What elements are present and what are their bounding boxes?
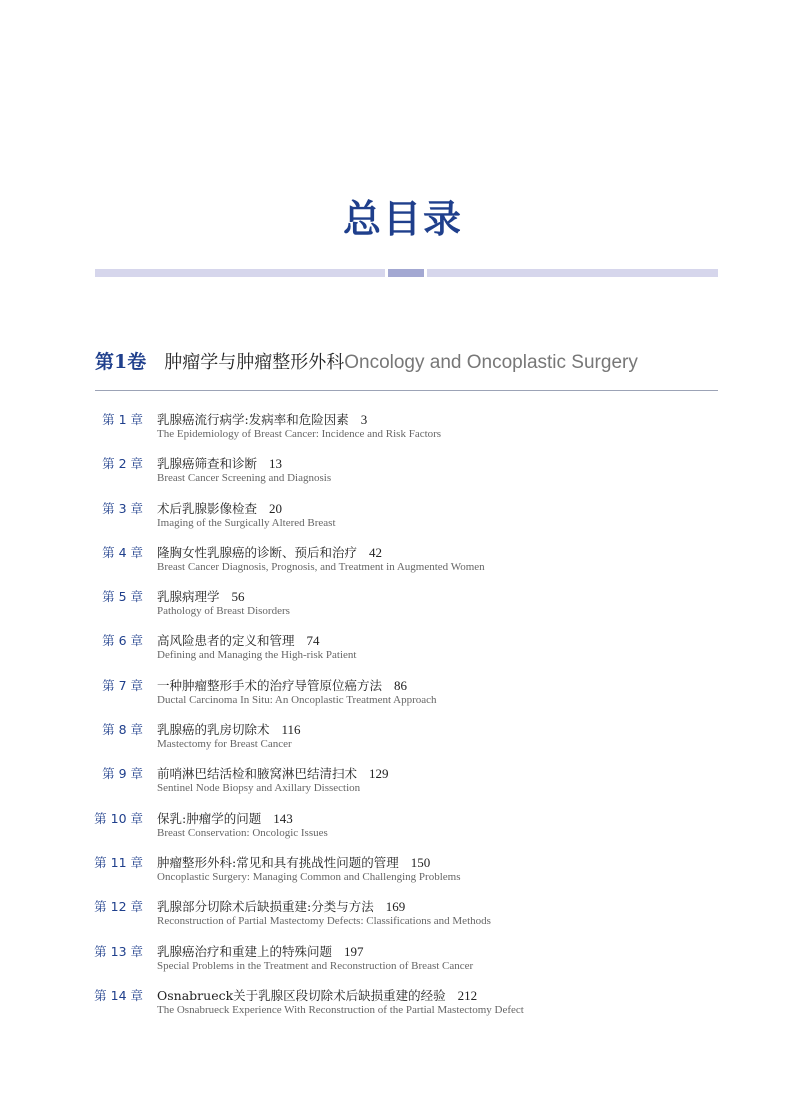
title-bar-center (388, 269, 424, 277)
chapter-title-en: Reconstruction of Partial Mastectomy Defects: Classifications and Methods (157, 915, 491, 928)
chapter-title-cn (157, 853, 430, 871)
chapter-title-cn-text: 前哨淋巴结活检和腋窝淋巴结清扫术 (157, 766, 358, 782)
chapter-title-cn (157, 543, 382, 561)
chapter-title-en: The Epidemiology of Breast Cancer: Incidence and Risk Factors (157, 428, 442, 440)
chapter-title-cn (157, 631, 320, 649)
volume-divider (95, 390, 718, 391)
chapter-number: 第 8 章 (102, 722, 143, 738)
chapter-page-number: 13 (269, 456, 283, 472)
chapter-number: 第 4 章 (102, 544, 143, 560)
chapter-title-en: Breast Cancer Diagnosis, Prognosis, and Treatment in Augmented Women (157, 560, 485, 573)
toc-entry[interactable] (0, 809, 806, 853)
chapter-title-en: The Osnabrueck Experience With Reconstruction of the Partial Mastectomy Defect (157, 1003, 524, 1016)
chapter-number: 第 6 章 (102, 633, 143, 649)
chapter-title-cn-text: 保乳:肿瘤学的问题 (157, 810, 262, 826)
chapter-title-cn-text: 乳腺癌治疗和重建上的特殊问题 (157, 943, 333, 959)
chapter-title-cn-text: 肿瘤整形外科:常见和具有挑战性问题的管理 (157, 854, 399, 870)
chapter-title-cn-text: 隆胸女性乳腺癌的诊断、预后和治疗 (157, 544, 358, 560)
chapter-title-cn (157, 676, 407, 694)
toc-list (0, 410, 806, 1030)
chapter-title-cn (157, 720, 301, 738)
chapter-page-number: 86 (394, 677, 408, 693)
chapter-title-cn (157, 764, 389, 782)
chapter-number: 第 11 章 (94, 854, 143, 870)
chapter-title-cn (157, 897, 405, 915)
chapter-number: 第 10 章 (94, 810, 143, 826)
chapter-page-number: 169 (385, 899, 406, 915)
volume-title-cn: 肿瘤学与肿瘤整形外科 (164, 352, 345, 373)
toc-entry[interactable] (0, 853, 806, 897)
volume-label: 第1卷 (95, 351, 147, 373)
chapter-title-cn (157, 942, 364, 960)
chapter-page-number: 74 (306, 633, 320, 649)
chapter-title-cn (157, 587, 245, 605)
toc-entry[interactable] (0, 676, 806, 720)
chapter-page-number: 212 (457, 987, 478, 1003)
chapter-number: 第 13 章 (94, 943, 143, 959)
chapter-title-cn-text: Osnabrueck关于乳腺区段切除术后缺损重建的经验 (157, 987, 446, 1003)
chapter-page-number: 143 (273, 810, 293, 826)
chapter-title-cn-text: 乳腺病理学 (157, 589, 220, 605)
chapter-title-en: Pathology of Breast Disorders (157, 605, 290, 618)
toc-entry[interactable] (0, 764, 806, 808)
page-title: 总目录 (342, 196, 463, 241)
chapter-page-number: 3 (360, 412, 368, 427)
chapter-number: 第 5 章 (102, 589, 143, 605)
toc-entry[interactable] (0, 499, 806, 543)
chapter-title-cn (157, 809, 293, 827)
chapter-page-number: 116 (281, 722, 301, 738)
chapter-title-cn (157, 499, 282, 517)
chapter-title-cn-text: 乳腺癌的乳房切除术 (157, 722, 270, 738)
toc-entry[interactable] (0, 454, 806, 498)
chapter-title-cn (157, 410, 367, 428)
chapter-title-en: Breast Conservation: Oncologic Issues (157, 826, 328, 839)
chapter-title-en: Oncoplastic Surgery: Managing Common and Challenging Problems (157, 870, 461, 883)
chapter-number: 第 2 章 (102, 456, 143, 472)
chapter-title-cn-text: 乳腺癌筛查和诊断 (157, 456, 258, 472)
toc-entry[interactable] (0, 543, 806, 587)
chapter-page-number: 42 (369, 544, 383, 560)
chapter-title-en: Breast Cancer Screening and Diagnosis (157, 472, 332, 485)
chapter-number: 第 9 章 (102, 766, 143, 782)
chapter-page-number: 56 (231, 589, 245, 605)
title-bar-right (427, 269, 718, 277)
chapter-title-cn (157, 454, 282, 472)
chapter-page-number: 150 (410, 854, 431, 870)
toc-entry[interactable] (0, 720, 806, 764)
chapter-title-en: Special Problems in the Treatment and Reconstruction of Breast Cancer (157, 959, 474, 972)
chapter-title-cn (157, 986, 477, 1004)
toc-entry[interactable] (0, 587, 806, 631)
volume-title-en: Oncology and Oncoplastic Surgery (344, 352, 638, 373)
chapter-title-cn-text: 一种肿瘤整形手术的治疗导管原位癌方法 (157, 677, 383, 693)
chapter-number: 第 1 章 (102, 412, 143, 427)
chapter-title-cn-text: 乳腺癌流行病学:发病率和危险因素 (157, 412, 349, 427)
chapter-title-cn-text: 术后乳腺影像检查 (157, 500, 258, 516)
title-bar-left (95, 269, 385, 277)
chapter-title-en: Ductal Carcinoma In Situ: An Oncoplastic Treatment Approach (157, 693, 437, 706)
chapter-number: 第 12 章 (94, 899, 143, 915)
toc-entry[interactable] (0, 942, 806, 986)
chapter-title-cn-text: 高风险患者的定义和管理 (157, 633, 295, 649)
chapter-number: 第 7 章 (102, 677, 143, 693)
chapter-page-number: 197 (344, 943, 364, 959)
chapter-page-number: 20 (269, 500, 283, 516)
chapter-title-en: Imaging of the Surgically Altered Breast (157, 516, 336, 529)
chapter-title-cn-text: 乳腺部分切除术后缺损重建:分类与方法 (157, 899, 374, 915)
chapter-page-number: 129 (369, 766, 389, 782)
chapter-title-en: Defining and Managing the High-risk Patient (157, 649, 357, 662)
toc-entry[interactable] (0, 631, 806, 675)
toc-entry[interactable] (0, 986, 806, 1030)
toc-entry[interactable] (0, 897, 806, 941)
toc-entry[interactable] (0, 410, 806, 454)
chapter-number: 第 3 章 (102, 500, 143, 516)
chapter-title-en: Sentinel Node Biopsy and Axillary Dissection (157, 782, 361, 795)
chapter-title-en: Mastectomy for Breast Cancer (157, 738, 292, 751)
volume-header (95, 347, 718, 377)
chapter-number: 第 14 章 (94, 987, 143, 1003)
